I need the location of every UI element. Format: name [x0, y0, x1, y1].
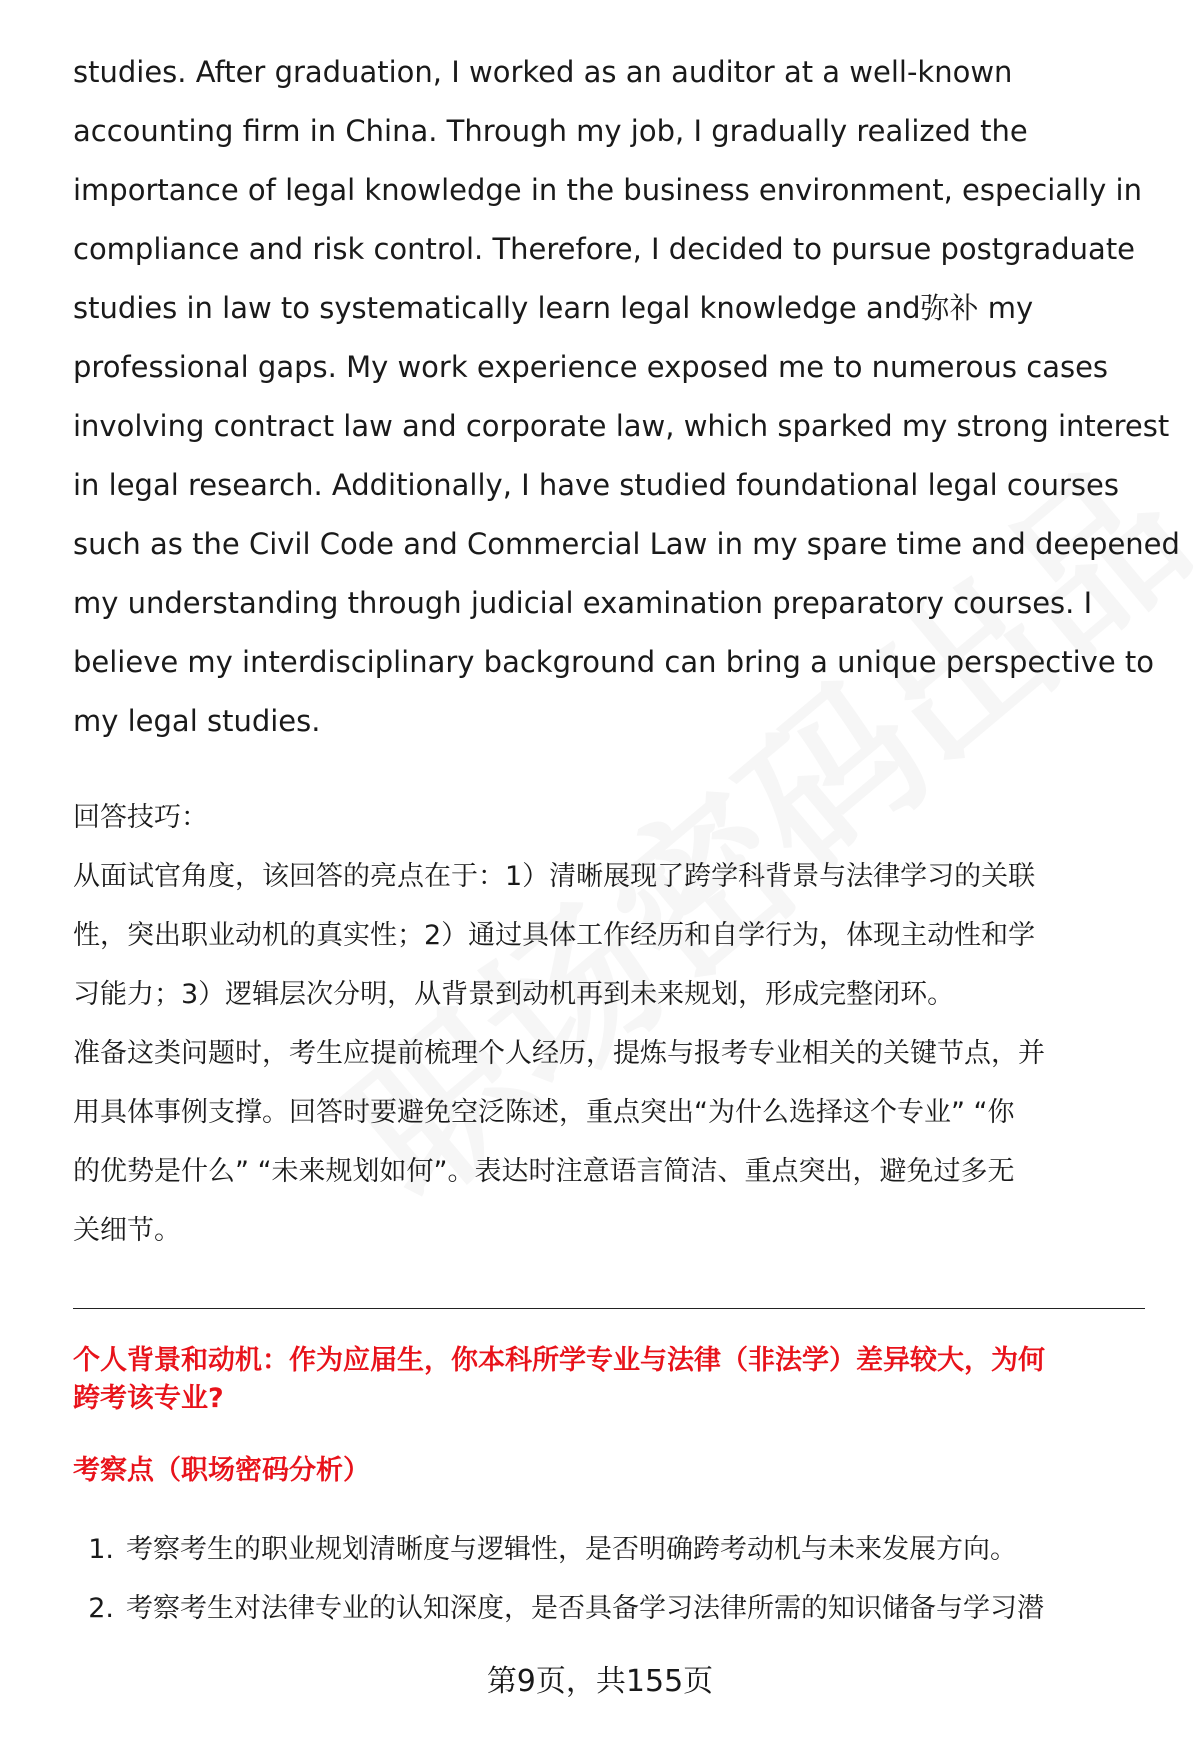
analysis-heading: [73, 1452, 1153, 1490]
tips-label: 回答技巧：: [73, 802, 208, 833]
text-line: my understanding through judicial examination preparatory courses. I: [73, 586, 1093, 620]
text-line: in legal research. Additionally, I have studied foundational legal courses: [73, 468, 1119, 502]
list-item: [60, 1520, 1140, 1579]
text-line: accounting firm in China. Through my job, I gradually realized the: [73, 114, 1028, 148]
list-number: 2.: [88, 1593, 114, 1624]
text-line: studies in law to systematically learn legal knowledge and弥补 my: [73, 291, 1034, 325]
analysis-list: [60, 1520, 1140, 1638]
text-line: professional gaps. My work experience exposed me to numerous cases: [73, 350, 1109, 384]
question-heading: [73, 1342, 1153, 1418]
text-line: 用具体事例支撑。回答时要避免空泛陈述，重点突出“为什么选择这个专业” “你: [73, 1097, 1015, 1128]
text-line: 关细节。: [73, 1215, 181, 1246]
text-line: my legal studies.: [73, 704, 321, 738]
page-number: 第9页，共155页: [486, 1664, 714, 1699]
text-line: such as the Civil Code and Commercial Law in my spare time and deepened: [73, 527, 1180, 561]
text-line: involving contract law and corporate law, which sparked my strong interest: [73, 409, 1170, 443]
answer-tips: [73, 788, 1153, 1260]
text-line: 性，突出职业动机的真实性；2）通过具体工作经历和自学行为，体现主动性和学: [73, 920, 1036, 951]
text-line: studies. After graduation, I worked as an auditor at a well-known: [73, 55, 1013, 89]
answer-paragraph-english: [73, 43, 1180, 751]
text-line: 准备这类问题时，考生应提前梳理个人经历，提炼与报考专业相关的关键节点，并: [73, 1038, 1045, 1069]
text-line: 考察点（职场密码分析）: [73, 1455, 370, 1486]
list-text: 考察考生的职业规划清晰度与逻辑性，是否明确跨考动机与未来发展方向。: [126, 1534, 1017, 1565]
text-line: 的优势是什么” “未来规划如何”。表达时注意语言简洁、重点突出，避免过多无: [73, 1156, 1015, 1187]
text-line: compliance and risk control. Therefore, I decided to pursue postgraduate: [73, 232, 1136, 266]
text-line: 个人背景和动机：作为应届生，你本科所学专业与法律（非法学）差异较大，为何: [73, 1345, 1045, 1376]
list-text: 考察考生对法律专业的认知深度，是否具备学习法律所需的知识储备与学习潜: [126, 1593, 1044, 1624]
text-line: 从面试官角度，该回答的亮点在于：1）清晰展现了跨学科背景与法律学习的关联: [73, 861, 1036, 892]
text-line: 跨考该专业?: [73, 1383, 224, 1414]
text-line: importance of legal knowledge in the business environment, especially in: [73, 173, 1142, 207]
text-line: 习能力；3）逻辑层次分明，从背景到动机再到未来规划，形成完整闭环。: [73, 979, 955, 1010]
divider: [73, 1308, 1145, 1309]
list-number: 1.: [88, 1534, 114, 1565]
text-line: believe my interdisciplinary background can bring a unique perspective to: [73, 645, 1155, 679]
list-item: [60, 1579, 1140, 1638]
